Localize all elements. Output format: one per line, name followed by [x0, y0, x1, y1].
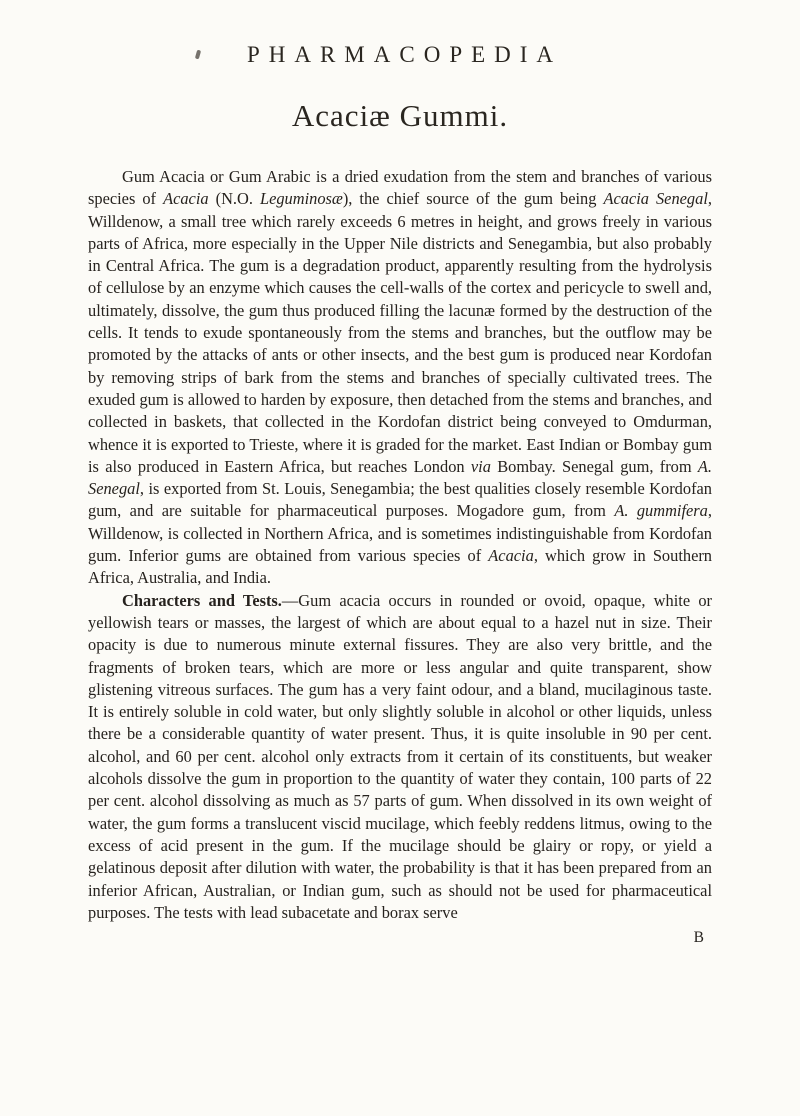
body-paragraph-description: Gum Acacia or Gum Arabic is a dried exudation from the stem and branches of various species of Acacia (N.O. Leguminosæ), the chief source of the gum being Acacia Senegal, Willdenow, a small tree which rarely exceeds 6 metres in height, and grows freely in various parts of Africa, more especially in the Upper Nile districts and Senegambia, but also probably in Central Africa. The gum is a degradation product, apparently resulting from the hydrolysis of cellulose by an enzyme which causes the cell-walls of the cortex and pericycle to swell and, ultimately, dissolve, the gum thus produced filling the lacunæ formed by the destruction of the cells. It tends to exude spontaneously from the stems and branches, but the outflow may be promoted by the attacks of ants or other insects, and the best gum is produced near Kordofan by removing strips of bark from the stems and branches of specially cultivated trees. The exuded gum is allowed to harden by exposure, then detached from the stems and branches, and collected in baskets, that collected in the Kordofan district being conveyed to Omdurman, whence it is exported to Trieste, where it is graded for the market. East Indian or Bombay gum is also produced in Eastern Africa, but reaches London via Bombay. Senegal gum, from A. Senegal, is exported from St. Louis, Senegambia; the best qualities closely resemble Kordofan gum, and are suitable for pharmaceutical purposes. Mogadore gum, from A. gummifera, Willdenow, is collected in Northern Africa, and is sometimes indistinguishable from Kordofan gum. Inferior gums are obtained from various species of Acacia, which grow in Southern Africa, Australia, and India.: [88, 167, 712, 588]
article-body: [88, 166, 712, 949]
signature-mark: B: [693, 929, 704, 947]
article-heading: Acaciæ Gummi.: [291, 98, 509, 133]
running-title: PHARMACOPEDIA: [246, 42, 563, 67]
page-header: [0, 0, 800, 133]
body-paragraph-characters-and-tests: Characters and Tests.—Gum acacia occurs in rounded or ovoid, opaque, white or yellowish tears or masses, the largest of which are about equal to a hazel nut in size. Their opacity is due to numerous minute external fissures. They are also very brittle, and the fragments of broken tears, which are more or less angular and quite transparent, show glistening vitreous surfaces. The gum has a very faint odour, and a bland, mucilaginous taste. It is entirely soluble in cold water, but only slightly soluble in alcohol or other liquids, unless there be a considerable quantity of water present. Thus, it is quite insoluble in 90 per cent. alcohol, and 60 per cent. alcohol only extracts from it certain of its constituents, but weaker alcohols dissolve the gum in proportion to the quantity of water they contain, 100 parts of 22 per cent. alcohol dissolving as much as 57 parts of gum. When dissolved in its own weight of water, the gum forms a translucent viscid mucilage, which feebly reddens litmus, owing to the excess of acid present in the gum. If the mucilage should be glairy or ropy, or yield a gelatinous deposit after dilution with water, the probability is that it has been prepared from an inferior African, Australian, or Indian gum, such as should not be used for pharmaceutical purposes. The tests with lead subacetate and borax serve: [88, 590, 712, 922]
